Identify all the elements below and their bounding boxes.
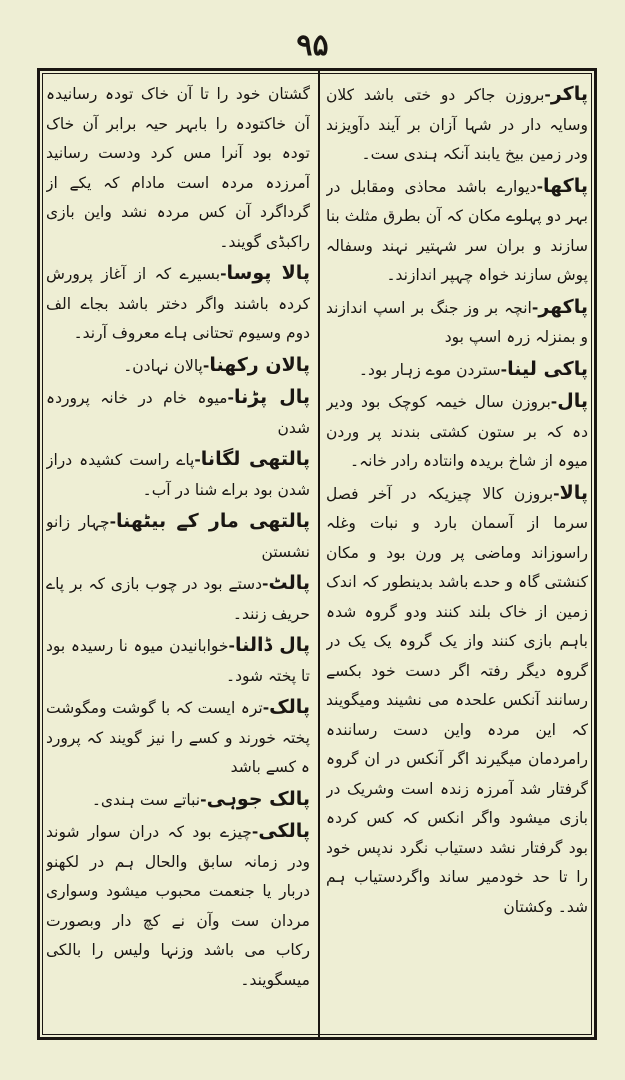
entry-definition: انچہ بر وز جنگ بر اسپ اندازند و بمنزلہ زرہ اسپ بود: [326, 298, 588, 346]
entry-headword: پالتھی مار کے بیٹھنا: [116, 510, 310, 532]
entry-headword: پال پڑنا: [233, 386, 310, 408]
dictionary-entry: [46, 259, 310, 349]
dictionary-entry: [46, 785, 310, 816]
entry-definition: گشتان خود را تا آن خاک تودہ رسانیدہ آن خاکتودہ را بابہر حیہ برابر آن خاک تودہ بود آنرا مس کرد ودست رسانید آمرزدہ مردہ است مادام کہ یکے از گرداگرد آن کس مردہ نشد واین بازی راکبڈی گویند۔: [46, 85, 310, 251]
entry-dash: -: [500, 360, 508, 379]
dictionary-entry: [46, 569, 310, 629]
dictionary-entry: [46, 445, 310, 505]
entry-headword: پال: [557, 390, 588, 412]
dictionary-entry: [326, 387, 588, 477]
entry-headword: پاکر: [550, 83, 588, 105]
entry-dash: -: [550, 393, 558, 411]
right-column: [326, 80, 588, 1030]
entry-definition: میوہ خام در خانہ پروردہ شدن: [46, 389, 310, 437]
dictionary-entry: [46, 383, 310, 443]
entry-dash: -: [220, 265, 227, 283]
dictionary-entry: [46, 507, 310, 567]
entry-headword: پال ڈالنا: [234, 634, 310, 656]
dictionary-entry: [46, 80, 310, 257]
entry-headword: پالک: [269, 696, 310, 718]
entry-headword: پاکھر: [538, 295, 588, 318]
entry-headword: پالتھی لگانا: [200, 448, 310, 470]
entry-dash: -: [262, 699, 270, 717]
entry-dash: -: [109, 513, 117, 531]
dictionary-entry: [326, 293, 588, 353]
left-column: [46, 80, 310, 1030]
entry-definition: بروزن کالا چیزیکہ در آخر فصل سرما از آسمان بارد و نبات وغلہ راسوزاند وماضی پر ورن بود و مکان کنشتی گاہ و حدے باشد بدینطور کہ اندک زمین از خاک بلند کنند ودو گروہ شدہ باہم بازی کنند واز یک گروہ یک یک در گروہ دیگر رفتہ اگر دست خود بکسے رسانند آنکس علحدہ می نشیند ومیگویند کہ این مردہ واین دست رسانندہ رامردمان میگیرند اگر آنکس در ان گروہ گرفتار شد آمرزہ زندہ است وشریک در بازی میشود واگر انکس کہ کس کردہ بود گرفتار نشد دستیاب نگرد ندپس خود را تا حد خودمیر ساند واگردستیاب ہم شد۔ وکشتان: [326, 484, 588, 916]
entry-definition: نباتے ست ہندی۔: [91, 790, 201, 809]
entry-dash: -: [553, 484, 560, 503]
dictionary-entry: [326, 80, 588, 170]
entry-definition: چیزے بود کہ دران سوار شوند ودر زمانہ سابق والحال ہم در لکھنو دربار یا جنعمت محبوب میشود وسواری مردان ست وآن نے کچ دار وبصورت رکاب می باشد وزنہا ولیس را بالکی میسگویند۔: [46, 823, 310, 989]
dictionary-entry: [46, 693, 310, 783]
entry-definition: خوابانیدن میوہ نا رسیدہ بود تا پختہ شود۔: [46, 637, 310, 685]
entry-headword: پاکھا: [543, 174, 588, 197]
entry-dash: -: [227, 389, 234, 407]
dictionary-entry: [46, 351, 310, 382]
entry-dash: -: [202, 356, 210, 375]
entry-definition: پالان نہادن۔: [123, 356, 203, 375]
entry-dash: -: [200, 790, 207, 809]
entry-dash: -: [536, 177, 543, 196]
dictionary-entry: [46, 817, 310, 995]
entry-dash: -: [251, 823, 259, 841]
dictionary-entry: [326, 172, 588, 291]
dictionary-entry: [326, 355, 588, 386]
entry-headword: پالک جوہی: [206, 787, 310, 810]
dictionary-entry: [46, 631, 310, 691]
entry-definition: ترہ ایست کہ با گوشت ومگوشت پختہ خورند و کسے را نیز گویند کہ پرورد ہ کسے باشد: [46, 699, 310, 776]
entry-definition: چہار زانو نشستن: [46, 513, 310, 561]
entry-dash: -: [262, 575, 269, 593]
entry-headword: پالٹ: [268, 572, 310, 594]
entry-headword: پالا: [559, 481, 588, 504]
entry-dash: -: [544, 86, 551, 104]
entry-headword: پالا پوسا: [226, 262, 310, 284]
entry-headword: پالان رکھنا: [209, 353, 310, 376]
dictionary-entry: [326, 479, 588, 923]
entry-headword: پالکی: [258, 820, 310, 842]
entry-definition: دیوارے باشد محاذی ومقابل در بہر دو پہلوے مکان کہ آن بطرق مثلث بنا سازند و بران سر شہتیر نہند وسفالہ پوش سازند خواہ چہپر اندازند۔: [326, 177, 588, 284]
entry-headword: پاکی لینا: [507, 357, 588, 380]
entry-dash: -: [531, 298, 539, 317]
entry-dash: -: [228, 637, 235, 655]
entry-definition: ستردن موے زہار بود۔: [358, 360, 501, 379]
column-divider: [318, 68, 320, 1040]
page-number: ۹۵: [296, 28, 329, 63]
entry-definition: بسیرے کہ از آغاز پرورش کردہ باشند واگر دختر باشد بجاے الف دوم وسیوم تحتانی ہاے معروف آرند۔: [46, 265, 310, 342]
entry-definition: بروزن سال خیمہ کوچک بود ودیر دہ کہ بر ستون کشتی بندند پر وردن میوہ از شاخ بریدہ وانتادہ رادر خانہ۔: [326, 393, 588, 470]
entry-dash: -: [194, 451, 201, 469]
entry-definition: پاے راست کشیدہ دراز شدن بود براے شنا در آب۔: [46, 451, 310, 499]
entry-definition: بروزن جاکر دو ختی باشد کلان وسایہ دار در شہا آزان بر آیند دآویزند ودر زمین بیخ یابند آنکہ ہندی ست۔: [326, 86, 588, 163]
entry-definition: دستے بود در چوب بازی کہ بر پاے حریف زنند۔: [46, 575, 310, 623]
